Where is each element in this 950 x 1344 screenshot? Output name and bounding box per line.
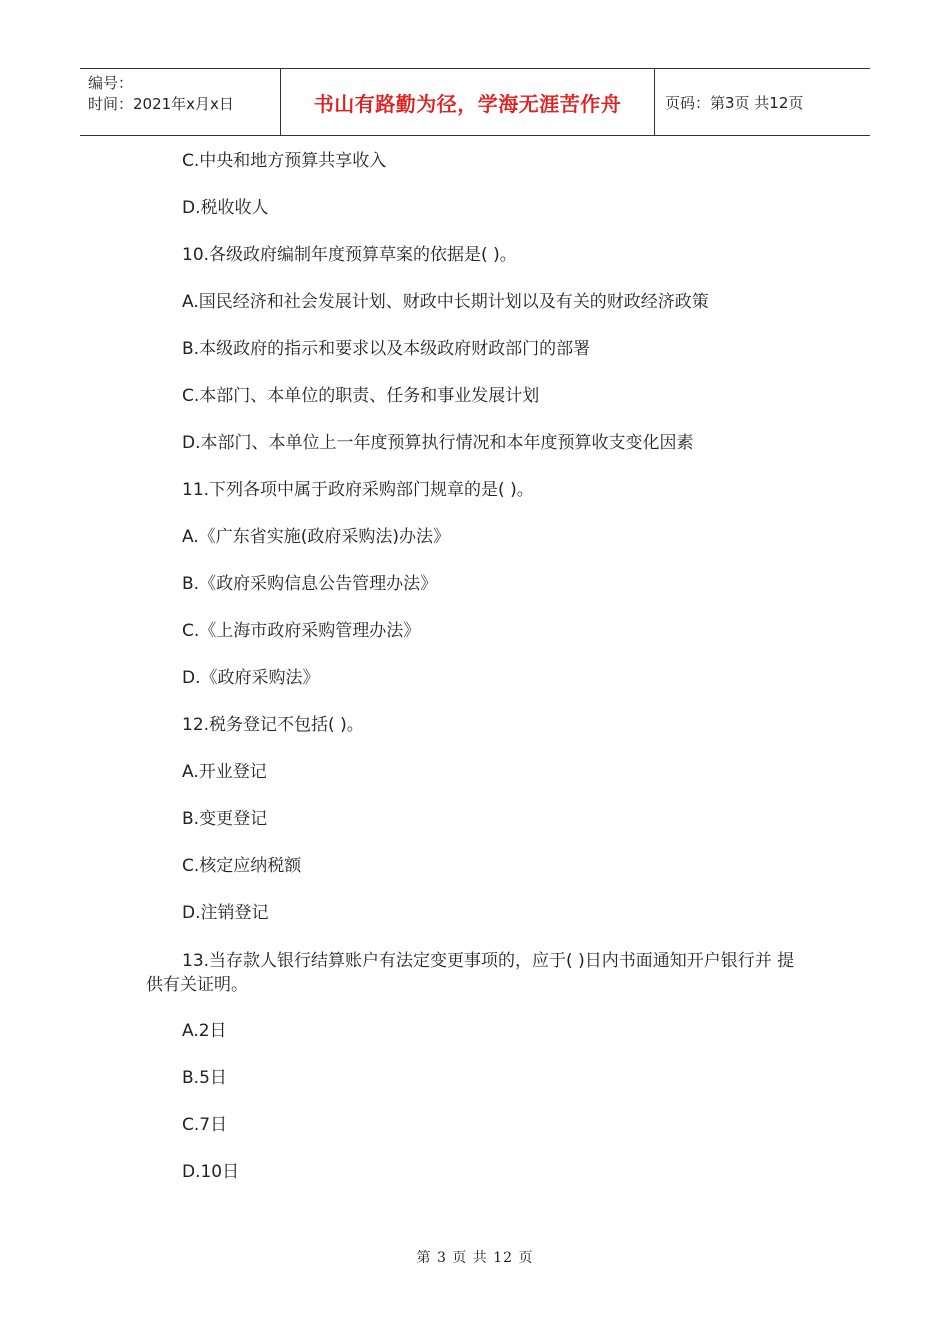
option-line: A.2日 [182,1021,227,1041]
question-11: 11.下列各项中属于政府采购部门规章的是( )。 [182,480,534,500]
option-line: C.《上海市政府采购管理办法》 [182,621,421,641]
text-line: C.中央和地方预算共享收入 [182,151,387,171]
option-line: C.核定应纳税额 [182,856,302,876]
option-line: C.本部门、本单位的职责、任务和事业发展计划 [182,386,540,406]
option-line: D.《政府采购法》 [182,668,320,688]
question-13: 13.当存款人银行结算账户有法定变更事项的，应于( )日内书面通知开户银行并 提供有关证明。 [146,951,795,995]
page-footer: 第 3 页 共 12 页 [416,1250,534,1266]
option-line: A.《广东省实施(政府采购法)办法》 [182,527,450,547]
text-line: D.税收收人 [182,198,269,218]
question-10: 10.各级政府编制年度预算草案的依据是( )。 [182,245,517,265]
option-line: A.国民经济和社会发展计划、财政中长期计划以及有关的财政经济政策 [182,292,709,312]
option-line: B.《政府采购信息公告管理办法》 [182,574,438,594]
header-page-info: 页码：第3页 共12页 [665,93,804,112]
header-motto: 书山有路勤为径，学海无涯苦作舟 [281,69,655,135]
question-12: 12.税务登记不包括( )。 [182,715,364,735]
date-label: 时间：2021年x月x日 [88,95,234,113]
option-line: C.7日 [182,1115,228,1135]
option-line: B.本级政府的指示和要求以及本级政府财政部门的部署 [182,339,591,359]
number-label: 编号： [88,74,134,92]
option-line: B.5日 [182,1068,227,1088]
option-line: B.变更登记 [182,809,268,829]
page-header [80,68,870,136]
header-meta [80,69,281,135]
option-line: D.本部门、本单位上一年度预算执行情况和本年度预算收支变化因素 [182,433,694,453]
option-line: A.开业登记 [182,762,267,782]
option-line: D.10日 [182,1162,240,1182]
document-body [146,150,806,1208]
option-line: D.注销登记 [182,903,269,923]
